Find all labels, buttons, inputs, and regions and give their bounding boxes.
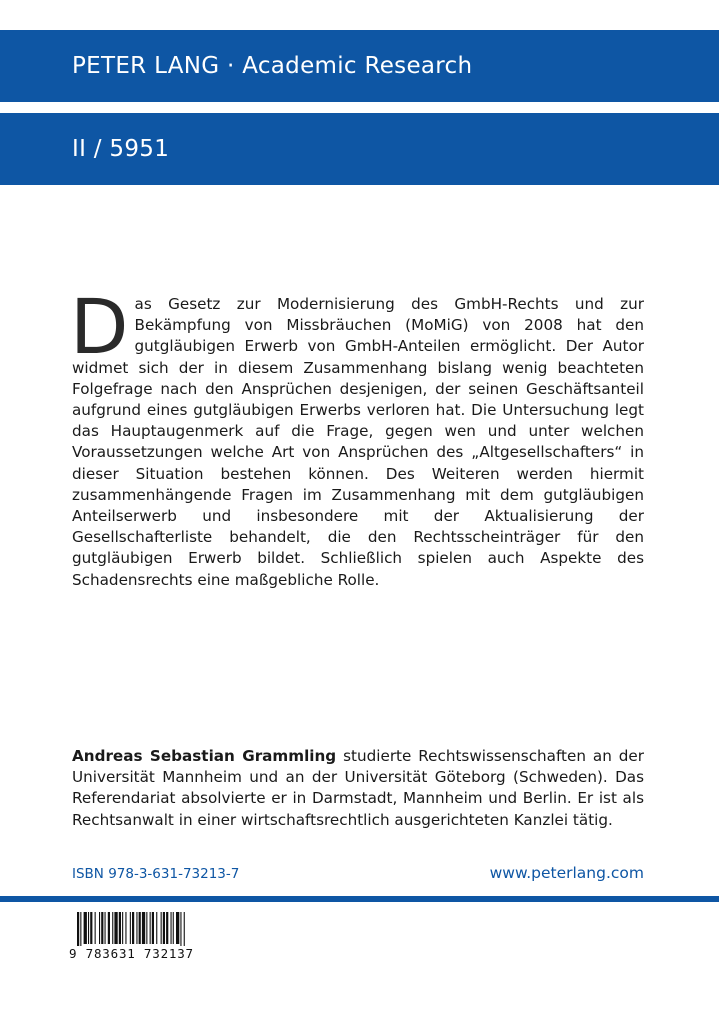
author-bio: [72, 746, 644, 831]
series-banner: [0, 30, 719, 102]
book-description: [70, 282, 644, 591]
author-name: Andreas Sebastian Grammling: [72, 747, 337, 765]
description-text: as Gesetz zur Modernisierung des GmbH-Rechts und zur Bekämpfung von Missbräuchen (MoMiG) von 2008 hat den gutgläubigen Erwerb von GmbH-Anteilen ermöglicht. Der Autor widmet sich der in diesem Zusammenhang bislang wenig beachteten Folgefrage nach den Ansprüchen desjenigen, der seinen Geschäftsanteil aufgrund eines gutgläubigen Erwerbs verloren hat. Die Untersuchung legt das Hauptaugenmerk auf die Frage, gegen wen und unter welchen Voraussetzungen welche Art von Ansprüchen des „Altgesellschafters“ in dieser Situation bestehen können. Des Weiteren werden hiermit zusammenhängende Fragen im Zusammenhang mit dem gutgläubigen Anteilserwerb und insbesondere mit der Aktualisierung der Gesellschafterliste behandelt, die den Rechtsscheinträger für den gutgläubigen Erwerb bildet. Schließlich spielen auch Aspekte des Schadensrechts eine maßgebliche Rolle.: [72, 295, 644, 589]
drop-cap: D: [70, 282, 129, 371]
barcode-bars-icon: [69, 910, 217, 946]
barcode-digits: 9 783631 732137: [69, 946, 194, 961]
volume-banner: [0, 113, 719, 185]
series-title: PETER LANG · Academic Research: [72, 53, 473, 79]
volume-number: II / 5951: [72, 136, 170, 162]
website-link[interactable]: www.peterlang.com: [489, 864, 644, 882]
author-bio-text: studierte Rechtswissenschaften an der Universität Mannheim und an der Universität Göteborg (Schweden). Das Referendariat absolvierte er in Darmstadt, Mannheim und Berlin. Er ist als Rechtsanwalt in einer wirtschaftsrechtlich ausgerichteten Kanzlei tätig.: [72, 747, 645, 829]
barcode: [69, 910, 217, 970]
footer-rule: [0, 896, 719, 902]
isbn-label: ISBN 978-3-631-73213-7: [72, 866, 240, 882]
